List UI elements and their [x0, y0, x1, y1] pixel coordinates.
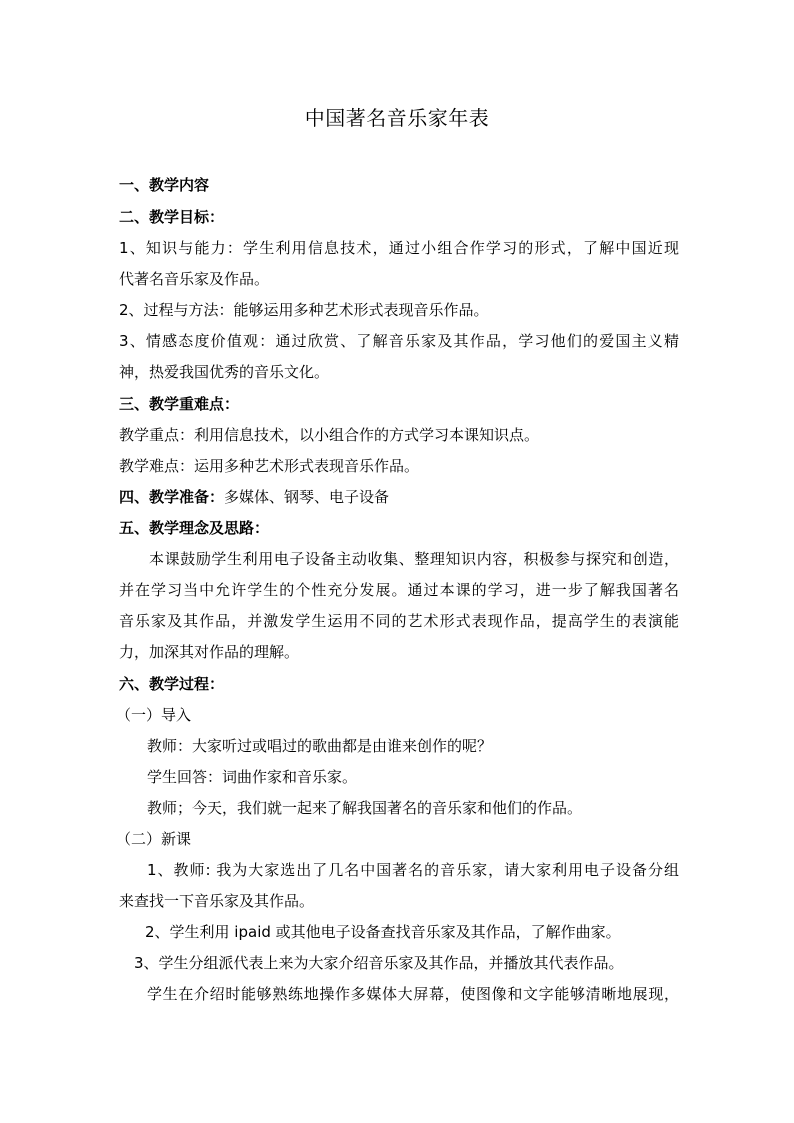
section-4-heading: 四、教学准备： — [119, 488, 225, 506]
section-1-heading: 一、教学内容 — [119, 176, 210, 194]
new-lesson-1-line-1: 1、教师: 我为大家选出了几名中国著名的音乐家，请大家利用电子设备分组 — [147, 861, 679, 879]
section-5-heading: 五、教学理念及思路： — [119, 519, 270, 537]
section-6-heading: 六、教学过程： — [119, 675, 225, 693]
philosophy-line-3: 音乐家及其作品，并激发学生运用不同的艺术形式表现作品，提高学生的表演能 — [119, 612, 679, 630]
section-2-heading: 二、教学目标： — [119, 208, 225, 226]
new-lesson-1-line-2: 来查找一下音乐家及其作品。 — [119, 892, 315, 910]
intro-line-3: 教师；今天，我们就一起来了解我国著名的音乐家和他们的作品。 — [147, 799, 583, 817]
objective-3-line-1: 3、情感态度价值观：通过欣赏、了解音乐家及其作品，学习他们的爱国主义精 — [119, 332, 679, 350]
section-4-text: 多媒体、钢琴、电子设备 — [224, 488, 390, 506]
objective-3-line-2: 神，热爱我国优秀的音乐文化。 — [119, 363, 330, 381]
section-4 — [119, 485, 679, 509]
intro-line-1: 教师：大家听过或唱过的歌曲都是由谁来创作的呢？ — [147, 737, 493, 755]
part-2-heading: （二）新课 — [116, 830, 192, 848]
objective-1-line-1: 1、知识与能力：学生利用信息技术，通过小组合作学习的形式，了解中国近现 — [119, 239, 679, 257]
objective-1-line-2: 代著名音乐家及作品。 — [119, 270, 270, 288]
philosophy-line-2: 并在学习当中允许学生的个性充分发展。通过本课的学习，进一步了解我国著名 — [119, 581, 679, 599]
new-lesson-3: 3、学生分组派代表上来为大家介绍音乐家及其作品，并播放其代表作品。 — [134, 954, 624, 972]
difficult-point: 教学难点：运用多种艺术形式表现音乐作品。 — [119, 457, 420, 475]
philosophy-line-4: 力，加深其对作品的理解。 — [119, 643, 300, 661]
new-lesson-4: 学生在介绍时能够熟练地操作多媒体大屏幕，使图像和文字能够清晰地展现， — [147, 985, 679, 1003]
key-point: 教学重点：利用信息技术，以小组合作的方式学习本课知识点。 — [119, 426, 540, 444]
section-3-heading: 三、教学重难点： — [119, 395, 240, 413]
document-title: 中国著名音乐家年表 — [304, 106, 490, 130]
part-1-heading: （一）导入 — [116, 706, 192, 724]
objective-2: 2、过程与方法：能够运用多种艺术形式表现音乐作品。 — [119, 301, 489, 319]
philosophy-line-1: 本课鼓励学生利用电子设备主动收集、整理知识内容，积极参与探究和创造， — [149, 550, 679, 568]
intro-line-2: 学生回答：词曲作家和音乐家。 — [147, 768, 358, 786]
new-lesson-2: 2、学生利用 ipaid 或其他电子设备查找音乐家及其作品，了解作曲家。 — [145, 923, 621, 941]
